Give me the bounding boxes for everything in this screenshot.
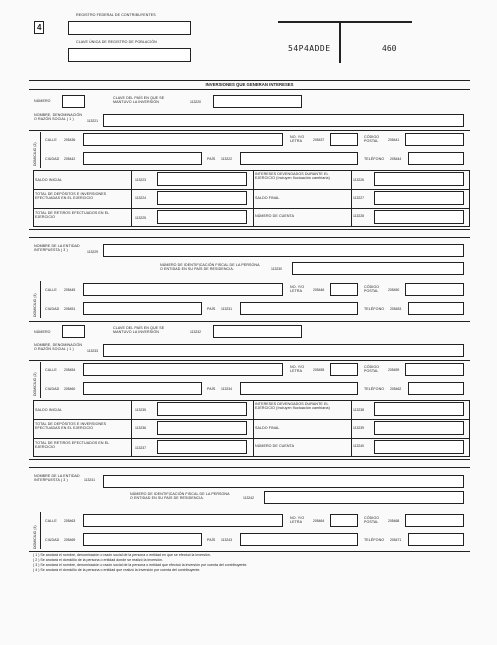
nombre-field[interactable] <box>103 114 464 127</box>
retiros-field[interactable] <box>157 210 247 224</box>
numero-label: NÚMERO <box>34 99 51 103</box>
e-no-label: NO. Y/O LETRA <box>290 285 305 294</box>
indirect-rule <box>29 237 470 238</box>
cuenta-field[interactable] <box>374 440 464 454</box>
e-ciudad-field[interactable] <box>83 533 202 546</box>
e-calle-code: 205463 <box>64 519 76 523</box>
section-title: INVERSIONES QUE GENERAN INTERESES <box>205 82 294 87</box>
intereses-field[interactable] <box>374 172 464 186</box>
pais-label: PAÍS <box>207 387 216 391</box>
numero-label: NÚMERO <box>34 330 51 334</box>
depositos-label: TOTAL DE DEPÓSITOS E INVERSIONES EFECTUADAS EN EL EJERCICIO <box>35 422 107 431</box>
table-row-line <box>33 189 470 190</box>
e-tel-label: TELÉFONO <box>364 538 385 542</box>
domicilio-bracket <box>40 132 41 168</box>
saldo-inicial-label: SALDO INICIAL <box>35 178 63 182</box>
clave-pais-code: 113220 <box>190 100 202 104</box>
saldo-inicial-code: 113235 <box>135 408 147 412</box>
domicilio-label: DOMICILIO (2) <box>33 142 37 166</box>
e-no-code: 205446 <box>313 288 325 292</box>
footnote: ( 4 ) Se anotará el domicilio de la persona o entidad que realizó la inversión por cuenta del contribuyente. <box>33 568 201 572</box>
telefono-code: 205462 <box>390 387 402 391</box>
e-ciudad-label: CIUDAD <box>45 538 60 542</box>
ciudad-field[interactable] <box>83 152 202 165</box>
telefono-label: TELÉFONO <box>364 387 385 391</box>
table-divider <box>253 400 254 457</box>
form-code-divider <box>339 21 341 63</box>
cp-field[interactable] <box>405 363 464 376</box>
table-row-line <box>33 438 470 439</box>
entidad-code: 113241 <box>84 478 96 482</box>
telefono-code: 205444 <box>390 157 402 161</box>
domicilio-bracket <box>40 362 41 398</box>
saldo-final-label: SALDO FINAL <box>255 196 280 200</box>
domicilio-entidad-label: DOMICILIO (4) <box>33 525 37 549</box>
pais-field[interactable] <box>240 382 358 395</box>
calle-field[interactable] <box>83 363 283 376</box>
e-pais-label: PAÍS <box>207 307 216 311</box>
curp-field[interactable] <box>68 48 191 62</box>
e-cp-code: 205450 <box>388 288 400 292</box>
e-tel-field[interactable] <box>408 302 464 315</box>
e-pais-field[interactable] <box>240 533 358 546</box>
nif-label: NÚMERO DE IDENTIFICACIÓN FISCAL DE LA PERSONA O ENTIDAD EN SU PAÍS DE RESIDENCIA. <box>130 492 230 501</box>
e-tel-code: 205471 <box>390 538 402 542</box>
form-code: 54P4ADDE <box>288 44 331 53</box>
nif-label: NÚMERO DE IDENTIFICACIÓN FISCAL DE LA PERSONA O ENTIDAD EN SU PAÍS DE RESIDENCIA. <box>160 263 260 272</box>
ciudad-field[interactable] <box>83 382 202 395</box>
nombre-code: 113221 <box>87 119 99 123</box>
nombre-label: NOMBRE, DENOMINACIÓN O RAZÓN SOCIAL ( 1 ) <box>34 343 83 352</box>
domicilio-bracket <box>40 512 41 549</box>
saldo-final-field[interactable] <box>374 191 464 205</box>
e-calle-code: 205445 <box>64 288 76 292</box>
numero-field[interactable] <box>62 325 85 338</box>
cp-code: 205441 <box>388 138 400 142</box>
e-ciudad-code: 205469 <box>64 538 76 542</box>
block-separator <box>29 321 470 322</box>
ciudad-code: 205442 <box>64 157 76 161</box>
calle-label: CALLE <box>45 368 57 372</box>
calle-field[interactable] <box>83 133 283 146</box>
e-no-field[interactable] <box>330 283 358 296</box>
e-calle-label: CALLE <box>45 519 57 523</box>
telefono-field[interactable] <box>408 382 464 395</box>
clave-pais-label: CLAVE DEL PAÍS EN QUE SE MANTUVO LA INVERSIÓN <box>113 96 165 105</box>
numero-field[interactable] <box>62 95 85 108</box>
retiros-label: TOTAL DE RETIROS EFECTUADOS EN EL EJERCICIO <box>35 211 110 220</box>
curp-label: CLAVE ÚNICA DE REGISTRO DE POBLACIÓN <box>76 40 157 44</box>
footnote: ( 1 ) Se anotará el nombre, denominación o razón social de la persona o entidad en que se efectuó la inversión. <box>33 553 211 557</box>
e-cp-label: CÓDIGO POSTAL <box>364 516 380 525</box>
page-number: 4 <box>37 23 42 32</box>
entidad-label: NOMBRE DE LA ENTIDAD INTERPUESTA ( 3 ) <box>34 474 80 483</box>
cp-field[interactable] <box>405 133 464 146</box>
telefono-label: TELÉFONO <box>364 157 385 161</box>
entidad-field[interactable] <box>103 244 464 257</box>
nombre-code: 113233 <box>87 349 99 353</box>
cuenta-label: NÚMERO DE CUENTA <box>255 444 295 448</box>
intereses-code: 113238 <box>353 408 365 412</box>
saldo-inicial-field[interactable] <box>157 402 247 416</box>
e-cp-field[interactable] <box>405 514 464 527</box>
footnote: ( 2 ) Se anotará el domicilio de la persona o entidad donde se realizó la inversión. <box>33 558 163 562</box>
no-letra-label: NO. Y/O LETRA <box>290 135 305 144</box>
no-letra-label: NO. Y/O LETRA <box>290 365 305 374</box>
nif-code: 113242 <box>243 496 255 500</box>
e-cp-label: CÓDIGO POSTAL <box>364 285 380 294</box>
section-rule-bottom <box>29 89 470 90</box>
e-cp-field[interactable] <box>405 283 464 296</box>
e-ciudad-field[interactable] <box>83 302 202 315</box>
telefono-field[interactable] <box>408 152 464 165</box>
e-pais-label: PAÍS <box>207 538 216 542</box>
form-code-rule <box>278 21 412 23</box>
saldo-final-label: SALDO FINAL <box>255 426 280 430</box>
ciudad-code: 205460 <box>64 387 76 391</box>
depositos-label: TOTAL DE DEPÓSITOS E INVERSIONES EFECTUADAS EN EL EJERCICIO <box>35 192 107 201</box>
domicilio-bracket <box>40 281 41 318</box>
cp-code: 205459 <box>388 368 400 372</box>
ciudad-label: CIUDAD <box>45 157 60 161</box>
intereses-label: INTERESES DEVENGADOS DURANTE EL EJERCICIO (Incluyen fluctuación cambiaria) <box>255 172 330 181</box>
pais-code: 113234 <box>221 387 233 391</box>
no-letra-field[interactable] <box>330 363 358 376</box>
cuenta-label: NÚMERO DE CUENTA <box>255 214 295 218</box>
rfc-label: REGISTRO FEDERAL DE CONTRIBUYENTES <box>76 13 156 17</box>
saldo-inicial-label: SALDO INICIAL <box>35 408 63 412</box>
table-divider <box>131 170 132 227</box>
cuenta-code: 113228 <box>353 214 365 218</box>
entidad-code: 113229 <box>87 250 99 254</box>
saldo-inicial-code: 113223 <box>135 178 147 182</box>
saldo-inicial-field[interactable] <box>157 172 247 186</box>
e-tel-code: 205453 <box>390 307 402 311</box>
clave-pais-field[interactable] <box>213 325 302 338</box>
saldo-final-code: 113227 <box>353 196 365 200</box>
pais-code: 113222 <box>221 157 233 161</box>
e-ciudad-code: 205451 <box>64 307 76 311</box>
table-divider <box>131 400 132 457</box>
ciudad-label: CIUDAD <box>45 387 60 391</box>
entidad-field[interactable] <box>103 475 464 488</box>
no-letra-code: 205437 <box>313 138 325 142</box>
e-tel-field[interactable] <box>408 533 464 546</box>
e-calle-field[interactable] <box>83 283 283 296</box>
clave-pais-field[interactable] <box>213 95 302 108</box>
table-divider <box>351 400 352 457</box>
cuenta-code: 113240 <box>353 444 365 448</box>
entidad-label: NOMBRE DE LA ENTIDAD INTERPUESTA ( 3 ) <box>34 244 80 253</box>
pais-label: PAÍS <box>207 157 216 161</box>
e-pais-field[interactable] <box>240 302 358 315</box>
domicilio-label: DOMICILIO (2) <box>33 372 37 396</box>
depositos-field[interactable] <box>157 191 247 205</box>
form-number: 460 <box>382 44 397 53</box>
pais-field[interactable] <box>240 152 358 165</box>
e-pais-code: 113243 <box>221 538 233 542</box>
indirect-rule <box>29 459 470 460</box>
nombre-field[interactable] <box>103 344 464 357</box>
intereses-field[interactable] <box>374 402 464 416</box>
domicilio-entidad-label: DOMICILIO (4) <box>33 293 37 317</box>
retiros-code: 113225 <box>135 216 147 220</box>
section-rule-top <box>29 80 470 81</box>
intereses-code: 113226 <box>353 178 365 182</box>
e-ciudad-label: CIUDAD <box>45 307 60 311</box>
e-no-field[interactable] <box>330 514 358 527</box>
cuenta-field[interactable] <box>374 210 464 224</box>
block-divider <box>29 360 470 361</box>
e-no-label: NO. Y/O LETRA <box>290 516 305 525</box>
indirect-rule <box>29 467 470 468</box>
indirect-rule <box>29 229 470 230</box>
cp-label: CÓDIGO POSTAL <box>364 365 380 374</box>
retiros-label: TOTAL DE RETIROS EFECTUADOS EN EL EJERCICIO <box>35 441 110 450</box>
depositos-code: 113224 <box>135 196 147 200</box>
calle-code: 205454 <box>64 368 76 372</box>
depositos-code: 113236 <box>135 426 147 430</box>
e-cp-code: 205468 <box>388 519 400 523</box>
table-divider <box>253 170 254 227</box>
clave-pais-code: 113232 <box>190 330 202 334</box>
nif-field[interactable] <box>264 491 464 504</box>
no-letra-code: 205455 <box>313 368 325 372</box>
table-row-line <box>33 208 470 209</box>
clave-pais-label: CLAVE DEL PAÍS EN QUE SE MANTUVO LA INVERSIÓN <box>113 326 165 335</box>
saldo-final-code: 113239 <box>353 426 365 430</box>
nif-field[interactable] <box>292 262 464 275</box>
cp-label: CÓDIGO POSTAL <box>364 135 380 144</box>
e-no-code: 205464 <box>313 519 325 523</box>
calle-code: 205436 <box>64 138 76 142</box>
nombre-label: NOMBRE, DENOMINACIÓN O RAZÓN SOCIAL ( 1 ) <box>34 113 83 122</box>
intereses-label: INTERESES DEVENGADOS DURANTE EL EJERCICIO (Incluyen fluctuación cambiaria) <box>255 402 330 411</box>
e-calle-field[interactable] <box>83 514 283 527</box>
retiros-field[interactable] <box>157 440 247 454</box>
footnote-rule <box>29 551 470 552</box>
table-row-line <box>33 419 470 420</box>
no-letra-field[interactable] <box>330 133 358 146</box>
block-divider <box>29 130 470 131</box>
nif-code: 113230 <box>271 267 283 271</box>
footnote: ( 3 ) Se anotará el nombre, denominación o razón social de la persona o entidad que efectuó la inversión por cuenta del contribuyente. <box>33 563 248 567</box>
e-tel-label: TELÉFONO <box>364 307 385 311</box>
calle-label: CALLE <box>45 138 57 142</box>
depositos-field[interactable] <box>157 421 247 435</box>
e-pais-code: 113231 <box>221 307 233 311</box>
rfc-field[interactable] <box>68 21 191 35</box>
table-divider <box>351 170 352 227</box>
e-calle-label: CALLE <box>45 288 57 292</box>
retiros-code: 113237 <box>135 446 147 450</box>
saldo-final-field[interactable] <box>374 421 464 435</box>
